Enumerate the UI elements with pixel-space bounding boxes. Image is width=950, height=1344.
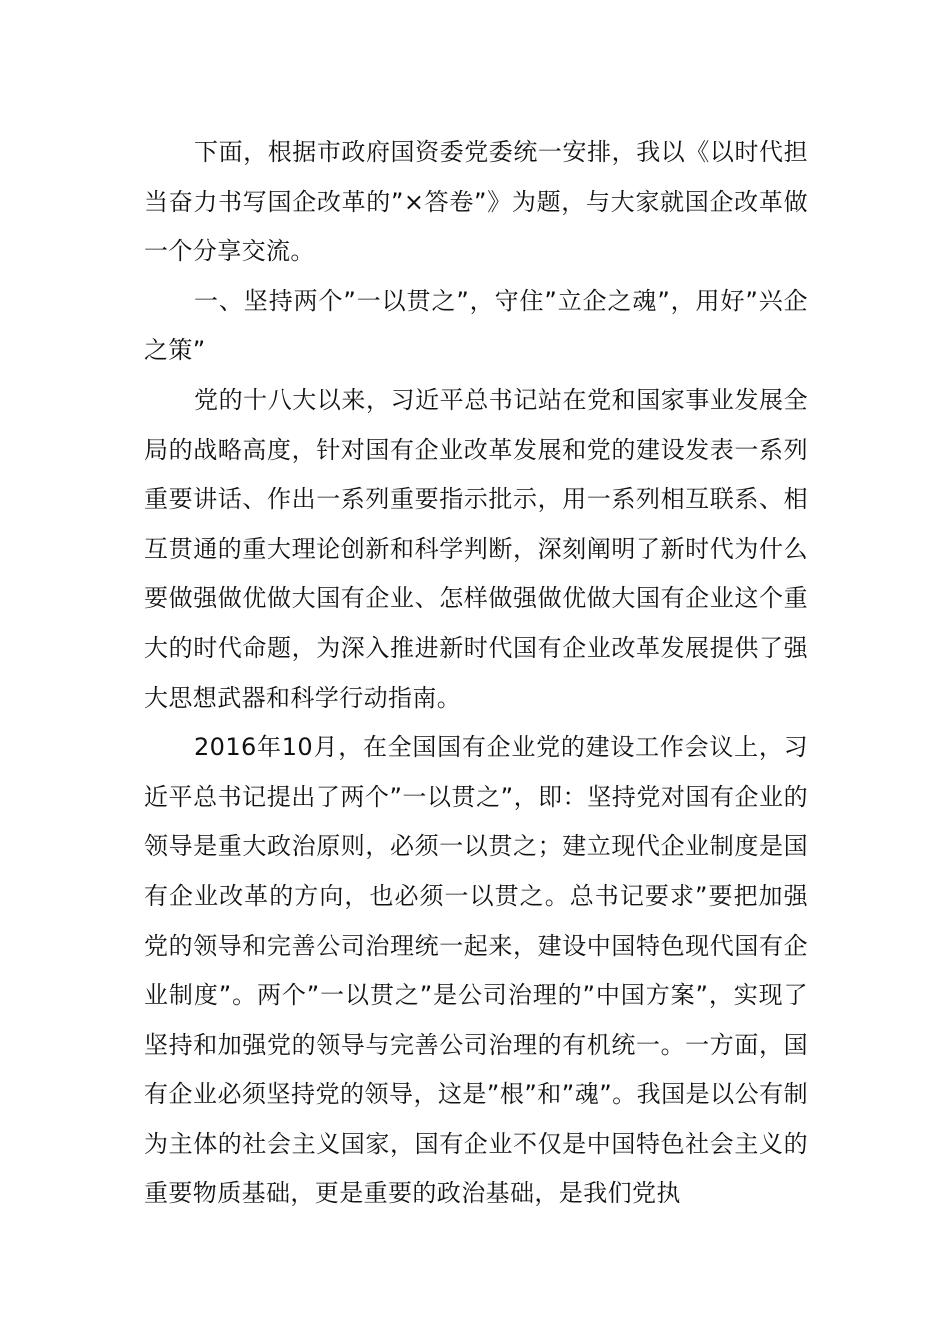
section-heading-1: 一、坚持两个”一以贯之”，守住”立企之魂”，用好”兴企之策”: [144, 286, 808, 365]
paragraph-intro: 下面，根据市政府国资委党委统一安排，我以《以时代担当奋力书写国企改革的”×答卷”》为题，与大家就国企改革做一个分享交流。: [144, 138, 808, 266]
document-body: [144, 128, 808, 1219]
paragraph-eighteenth-congress: 党的十八大以来，习近平总书记站在党和国家事业发展全局的战略高度，针对国有企业改革发展和党的建设发表一系列重要讲话、作出一系列重要指示批示，用一系列相互联系、相互贯通的重大理论创新和科学判断，深刻阐明了新时代为什么要做强做优做大国有企业、怎样做强做优做大国有企业这个重大的时代命题，为深入推进新时代国有企业改革发展提供了强大思想武器和科学行动指南。: [144, 385, 808, 712]
paragraph-2016-conference: 2016年10月，在全国国有企业党的建设工作会议上，习近平总书记提出了两个”一以贯之”，即：坚持党对国有企业的领导是重大政治原则，必须一以贯之；建立现代企业制度是国有企业改革的方向，也必须一以贯之。总书记要求”要把加强党的领导和完善公司治理统一起来，建设中国特色现代国有企业制度”。两个”一以贯之”是公司治理的”中国方案”，实现了坚持和加强党的领导与完善公司治理的有机统一。一方面，国有企业必须坚持党的领导，这是”根”和”魂”。我国是以公有制为主体的社会主义国家，国有企业不仅是中国特色社会主义的重要物质基础，更是重要的政治基础，是我们党执: [144, 733, 808, 1208]
